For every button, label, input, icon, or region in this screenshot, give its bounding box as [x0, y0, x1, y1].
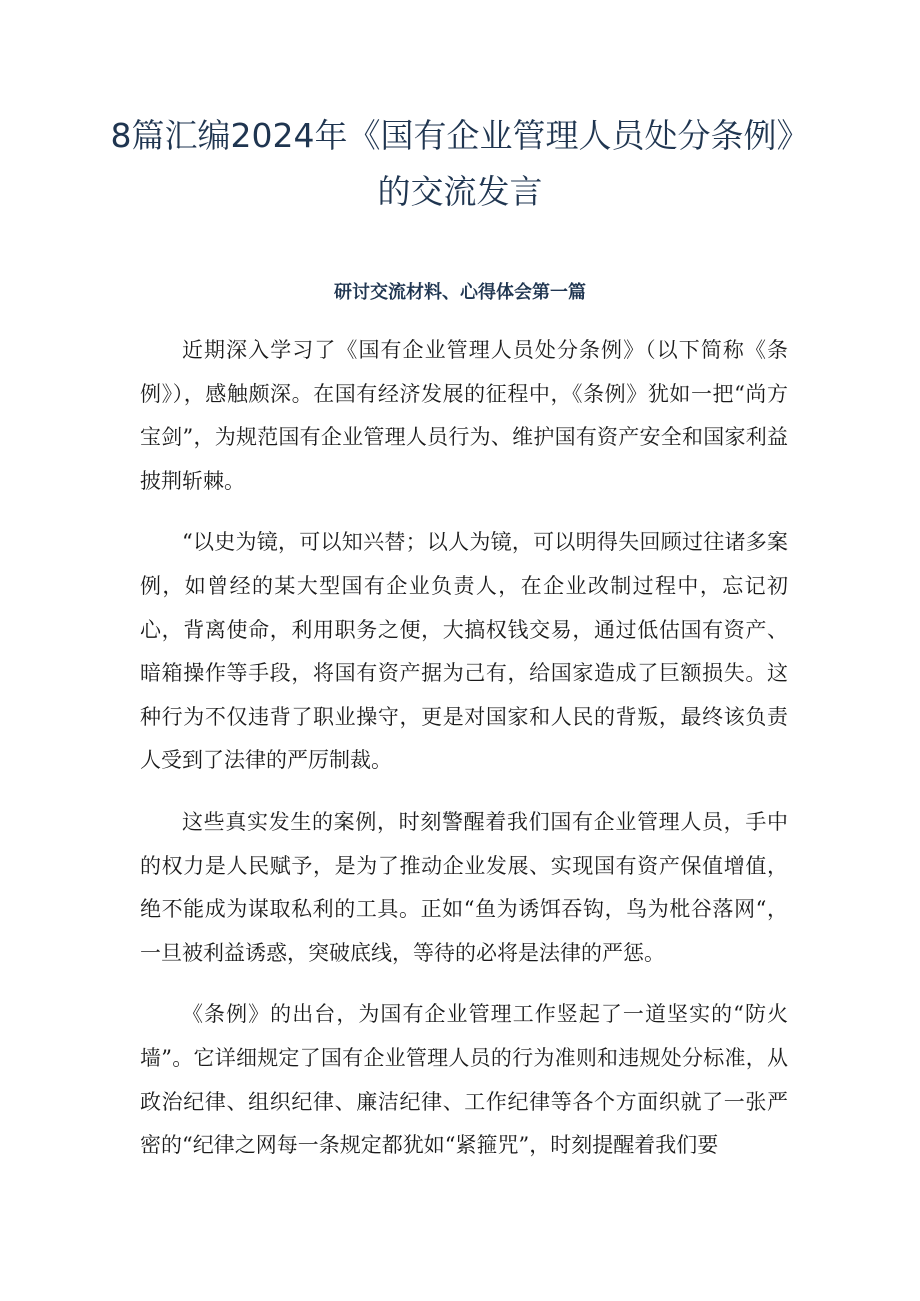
paragraph-3: 这些真实发生的案例，时刻警醒着我们国有企业管理人员，手中的权力是人民赋予，是为了推动企业发展、实现国有资产保值增值，绝不能成为谋取私利的工具。正如“鱼为诱饵吞钩，鸟为枇谷落网“，一旦被利益诱惑，突破底线，等待的必将是法律的严惩。 — [140, 809, 788, 965]
paragraph-2: “以史为镜，可以知兴替；以人为镜，可以明得失回顾过往诸多案例，如曾经的某大型国有企业负责人，在企业改制过程中，忘记初心，背离使命，利用职务之便，大搞权钱交易，通过低估国有资产、暗箱操作等手段，将国有资产据为己有，给国家造成了巨额损失。这种行为不仅违背了职业操守，更是对国家和人民的背叛，最终该负责人受到了法律的严厉制裁。 — [140, 530, 788, 773]
paragraph-4: 《条例》的出台，为国有企业管理工作竖起了一道坚实的“防火墙”。它详细规定了国有企业管理人员的行为准则和违规处分标准，从政治纪律、组织纪律、廉洁纪律、工作纪律等各个方面织就了一张严密的“纪律之网每一条规定都犹如“紧箍咒”，时刻提醒着我们要 — [140, 1002, 788, 1158]
document-title: 8篇汇编2024年《国有企业管理人员处分条例》的交流发言 — [110, 116, 810, 211]
paragraph-1: 近期深入学习了《国有企业管理人员处分条例》（以下简称《条例》），感触颇深。在国有经济发展的征程中，《条例》犹如一把“尚方宝剑”，为规范国有企业管理人员行为、维护国有资产安全和国家利益披荆斩棘。 — [140, 338, 788, 493]
section-heading: 研讨交流材料、心得体会第一篇 — [334, 282, 586, 303]
document-body — [140, 329, 788, 1186]
